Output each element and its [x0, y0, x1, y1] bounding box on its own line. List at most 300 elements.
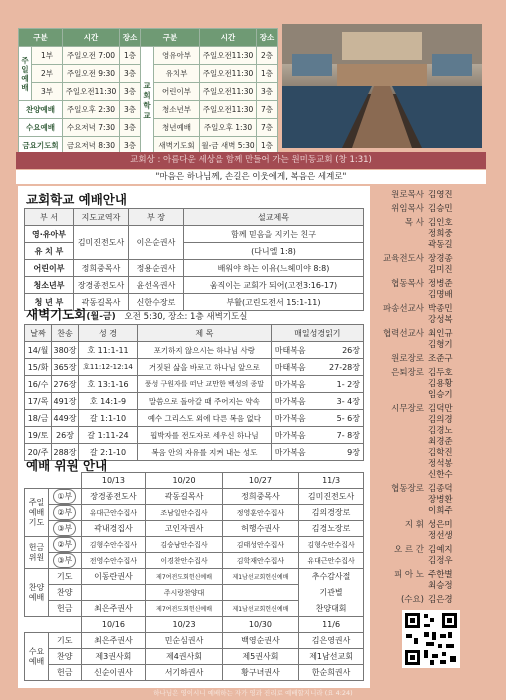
duty-cell: 김은영권사 [299, 633, 364, 649]
staff-role: 파송선교사 [382, 304, 424, 314]
reading-chapter: 9장 [317, 444, 363, 461]
role-label: 헌금 [49, 601, 81, 617]
staff-name: 성은미 [428, 520, 453, 530]
staff-name: 정선생 [428, 531, 453, 541]
reading-book: 마가복음 [271, 410, 317, 427]
th-place: 장소 [119, 29, 140, 47]
duty-cell: 민순심권사 [146, 633, 222, 649]
praise-label: 찬양예배 [25, 569, 49, 617]
row-time: 주일오전11:30 [200, 101, 257, 119]
staff-line [376, 484, 496, 495]
slogan-text: 교회상 : 아름다운 세상을 함께 만들어 가는 원미동교회 (창 1:31) [130, 155, 372, 165]
row-place: 3층 [119, 83, 140, 101]
hymn: 491장 [52, 393, 79, 410]
date-col: 10/30 [222, 617, 298, 633]
staff-line [376, 218, 496, 229]
date-col: 11/6 [299, 617, 364, 633]
head: 윤선옥권사 [129, 277, 184, 294]
staff-line [376, 581, 496, 592]
date-col: 10/20 [146, 473, 222, 489]
hymn: 288장 [52, 444, 79, 461]
staff-group [376, 368, 496, 401]
date: 16/수 [25, 376, 52, 393]
scripture: 갈 1:11-24 [79, 427, 138, 444]
minister: 김미진전도사 [74, 226, 129, 260]
th-scripture: 성 경 [79, 325, 138, 342]
staff-group [376, 190, 496, 201]
duty-cell: 김미진전도사 [299, 489, 364, 505]
hymn: 365장 [52, 359, 79, 376]
staff-line [376, 459, 496, 470]
duty-cell: 황구녀권사 [222, 665, 298, 681]
staff-group [376, 218, 496, 251]
role-label: 찬양 [49, 585, 81, 601]
corner-blank [25, 473, 82, 489]
row-label: 새벽기도회 [153, 137, 199, 155]
th-hymn: 찬송 [52, 325, 79, 342]
staff-name: 김종덕 [428, 484, 453, 494]
staff-line [376, 390, 496, 401]
staff-line [376, 570, 496, 581]
row-place: 1층 [257, 65, 278, 83]
staff-name: 강성복 [428, 315, 453, 325]
duty-cell [222, 585, 298, 601]
dept: 유 치 부 [25, 243, 74, 260]
offering-label: 헌금위원 [25, 537, 49, 569]
th-category-2: 구분 [140, 29, 199, 47]
hymn: 449장 [52, 410, 79, 427]
scripture: 갈 1:1-10 [79, 410, 138, 427]
staff-name: 김학진 [428, 448, 453, 458]
date-col: 10/16 [81, 617, 146, 633]
row-place: 7층 [257, 101, 278, 119]
row-place: 7층 [257, 119, 278, 137]
staff-line [376, 368, 496, 379]
duty-cell [81, 585, 146, 601]
staff-group [376, 404, 496, 481]
staff-name: 김덕만 [428, 404, 453, 414]
th-category: 구분 [19, 29, 63, 47]
date-col: 10/13 [81, 473, 146, 489]
duty-cell: 제7여전도회헌신예배 [146, 601, 222, 617]
minister: 곽동길목사 [74, 294, 129, 311]
th-subject: 제 목 [138, 325, 272, 342]
staff-name: 김정우 [428, 556, 453, 566]
staff-line [376, 506, 496, 517]
dept: 청 년 부 [25, 294, 74, 311]
footer-verse [0, 688, 506, 697]
staff-line [376, 520, 496, 531]
staff-line [376, 190, 496, 201]
th-dept: 부 서 [25, 209, 74, 226]
duty-cell: 이경찬안수집사 [146, 553, 222, 569]
staff-name: 이희주 [428, 506, 453, 516]
duty-cell: 곽내경집사 [81, 521, 146, 537]
staff-line [376, 448, 496, 459]
row-time: 수요저녁 7:30 [62, 119, 119, 137]
row-label: 금요기도회 [19, 137, 63, 155]
hymn: 26장 [52, 427, 79, 444]
scripture: 갈 2:1-10 [79, 444, 138, 461]
school-title: 교회학교 예배안내 [26, 192, 127, 207]
scripture: 호 11:1-11 [79, 342, 138, 359]
th-sermon: 설교제목 [184, 209, 364, 226]
staff-name: 김두호 [428, 368, 453, 378]
duty-cell: 제1남선교회헌신예배 [222, 569, 298, 585]
th-time-2: 시간 [200, 29, 257, 47]
sermon: (다니엘 1:8) [184, 243, 364, 260]
duty-cell: 제1남선교회 [299, 649, 364, 665]
row-time: 주일오후 2:30 [62, 101, 119, 119]
service-badge: ①부 [53, 489, 76, 504]
dawn-title-small: (월-금) [86, 312, 116, 322]
staff-name: 최승정 [428, 581, 453, 591]
sermon: 움직이는 교회가 되어(고전3:16-17) [184, 277, 364, 294]
duty-cell: 고인자권사 [146, 521, 222, 537]
staff-line [376, 329, 496, 340]
reading-book: 마가복음 [271, 376, 317, 393]
duty-cell: 곽동길목사 [146, 489, 222, 505]
row-place: 3층 [257, 83, 278, 101]
reading-chapter: 27-28장 [317, 359, 363, 376]
staff-role: 시무장로 [391, 404, 424, 414]
staff-name: 김형기 [428, 340, 453, 350]
duty-cell: 이동란권사 [81, 569, 146, 585]
role-label: 기도 [49, 633, 81, 649]
duty-cell: 추수감사절 [299, 569, 364, 585]
staff-line [376, 426, 496, 437]
duty-cell: 유대근안수집사 [299, 553, 364, 569]
duty-cell: 김형수안수집사 [81, 537, 146, 553]
staff-line [376, 265, 496, 276]
staff-role: 원로장로 [391, 354, 424, 364]
duty-cell: 기관별 [299, 585, 364, 601]
duty-cell: 유대근안수집사 [81, 505, 146, 521]
duty-cell: 정영훈안수집사 [222, 505, 298, 521]
role-label: 찬양 [49, 649, 81, 665]
date-col: 10/27 [222, 473, 298, 489]
staff-name: 장경종 [428, 254, 453, 264]
staff-role: 피 아 노 [393, 570, 424, 580]
date-col: 11/3 [299, 473, 364, 489]
duty-cell: 김의경장로 [299, 505, 364, 521]
th-reading: 매일성경읽기 [271, 325, 363, 342]
staff-role: 오 르 간 [393, 545, 424, 555]
row-label: 3부 [32, 83, 63, 101]
sunday-prayer-label: 주일예배기도 [25, 489, 49, 537]
row-label: 찬양예배 [19, 101, 63, 119]
date: 18/금 [25, 410, 52, 427]
staff-name: 최경준 [428, 437, 453, 447]
duty-cell: 장경종전도사 [81, 489, 146, 505]
wednesday-label: 수요예배 [25, 633, 49, 681]
staff-group [376, 570, 496, 592]
staff-name: 김인호 [428, 218, 453, 228]
row-time: 주일오전11:30 [62, 83, 119, 101]
staff-name: 임승기 [428, 390, 453, 400]
service-badge: ②부 [53, 537, 76, 552]
school-table [24, 208, 364, 311]
staff-name: 정희중 [428, 229, 453, 239]
sunday-worship-label: 주일예배 [19, 47, 32, 101]
staff-line [376, 531, 496, 542]
hymn: 276장 [52, 376, 79, 393]
corner-blank-2 [25, 617, 82, 633]
staff-line [376, 229, 496, 240]
row-place: 3층 [119, 65, 140, 83]
staff-line [376, 437, 496, 448]
qr-code [402, 610, 460, 668]
reading-book: 마태복음 [271, 342, 317, 359]
staff-role: 협동목사 [391, 279, 424, 289]
minister: 장경종전도사 [74, 277, 129, 294]
duty-cell: 정희중목사 [222, 489, 298, 505]
row-time: 주일오전11:30 [200, 65, 257, 83]
staff-name: 김예지 [428, 545, 453, 555]
staff-line [376, 495, 496, 506]
duty-cell: 최은주권사 [81, 633, 146, 649]
staff-name: 최인규 [428, 329, 453, 339]
duty-title: 예배 위원 안내 [26, 458, 108, 473]
staff-name: 김영진 [428, 190, 453, 200]
staff-name: 김명배 [428, 290, 453, 300]
row-label: 영유아부 [153, 47, 199, 65]
subject: 예수 그리스도 외에 다른 복음 없다 [138, 410, 272, 427]
staff-line [376, 240, 496, 251]
staff-group [376, 484, 496, 517]
staff-line [376, 254, 496, 265]
duty-cell: 제5권사회 [222, 649, 298, 665]
service-badge: ③부 [53, 553, 76, 568]
staff-line [376, 279, 496, 290]
staff-name: 정석봉 [428, 459, 453, 469]
staff-name: 김은경 [428, 595, 453, 605]
staff-name: 정병준 [428, 279, 453, 289]
row-place: 3층 [119, 137, 140, 155]
staff-group [376, 329, 496, 351]
staff-name: 곽동길 [428, 240, 453, 250]
duty-cell: 제7여전도회헌신예배 [146, 569, 222, 585]
date: 15/화 [25, 359, 52, 376]
th-minister: 지도교역자 [74, 209, 129, 226]
staff-line [376, 290, 496, 301]
subject: 풍성 구원자를 떠난 교만한 백성의 종말 [138, 376, 272, 393]
staff-line [376, 470, 496, 481]
staff-line [376, 379, 496, 390]
staff-line [376, 595, 496, 606]
staff-line [376, 545, 496, 556]
subject: 포기하지 않으시는 하나님 사랑 [138, 342, 272, 359]
reading-chapter: 7- 8장 [317, 427, 363, 444]
duty-cell: 한순희권사 [299, 665, 364, 681]
sermon: 배워야 하는 이유(느헤미야 8:8) [184, 260, 364, 277]
scripture: 호 13:1-16 [79, 376, 138, 393]
row-time: 주일오전11:30 [200, 83, 257, 101]
th-date: 날짜 [25, 325, 52, 342]
staff-group [376, 204, 496, 215]
staff-line [376, 556, 496, 567]
staff-line [376, 415, 496, 426]
motto-line [16, 170, 486, 184]
motto-text: "마음은 하나님께, 손길은 이웃에게, 복음은 세계로" [155, 172, 347, 182]
row-time: 주일오전 7:00 [62, 47, 119, 65]
staff-role: 은퇴장로 [391, 368, 424, 378]
duty-cell: 김형수안수집사 [299, 537, 364, 553]
row-place: 1층 [257, 137, 278, 155]
row-label: 유치부 [153, 65, 199, 83]
duty-cell: 김학재안수집사 [222, 553, 298, 569]
staff-group [376, 279, 496, 301]
staff-role: 지 휘 [404, 520, 424, 530]
staff-role: (수요) [400, 595, 424, 605]
staff-role: 위임목사 [391, 204, 424, 214]
sanctuary-photo [282, 24, 482, 148]
duty-cell: 조남일안수집사 [146, 505, 222, 521]
staff-role: 교육전도사 [382, 254, 424, 264]
duty-cell: 전영수안수집사 [81, 553, 146, 569]
duty-cell: 신순이권사 [81, 665, 146, 681]
row-label: 2부 [32, 65, 63, 83]
staff-line [376, 315, 496, 326]
staff-name: 신한수 [428, 470, 453, 480]
staff-name: 주한별 [428, 570, 453, 580]
row-time: 금요저녁 8:30 [62, 137, 119, 155]
row-time: 주일오전11:30 [200, 47, 257, 65]
row-label: 1부 [32, 47, 63, 65]
dept: 영·유아부 [25, 226, 74, 243]
row-label: 청소년부 [153, 101, 199, 119]
staff-name: 김승민 [428, 204, 453, 214]
staff-group [376, 520, 496, 542]
staff-group [376, 354, 496, 365]
dawn-title: 새벽기도회 [26, 307, 87, 322]
subject: 복음 안의 자유를 지켜 내는 성도 [138, 444, 272, 461]
th-place-2: 장소 [257, 29, 278, 47]
duty-cell: 제1남선교회헌신예배 [222, 601, 298, 617]
head: 이은순권사 [129, 226, 184, 260]
staff-line [376, 404, 496, 415]
scripture: 호11:12-12:14 [79, 359, 138, 376]
th-time: 시간 [62, 29, 119, 47]
staff-name: 장병환 [428, 495, 453, 505]
head: 신한수장로 [129, 294, 184, 311]
scripture: 호 14:1-9 [79, 393, 138, 410]
sermon: 함께 믿음을 지키는 친구 [184, 226, 364, 243]
staff-group [376, 304, 496, 326]
reading-book: 마가복음 [271, 427, 317, 444]
hymn: 380장 [52, 342, 79, 359]
duty-cell: 주시랑찬양대 [146, 585, 222, 601]
staff-list [376, 190, 496, 610]
row-place: 1층 [119, 47, 140, 65]
duty-cell: 김태성안수집사 [222, 537, 298, 553]
staff-group [376, 254, 496, 276]
role-label: 기도 [49, 569, 81, 585]
head: 정용순권사 [129, 260, 184, 277]
sanctuary-illustration [282, 24, 482, 148]
staff-line [376, 304, 496, 315]
row-label: 청년예배 [153, 119, 199, 137]
staff-role: 목 사 [404, 218, 424, 228]
subject: 말씀으로 돌아갈 때 주어지는 약속 [138, 393, 272, 410]
staff-role: 원로목사 [391, 190, 424, 200]
date: 14/월 [25, 342, 52, 359]
row-time: 주일오후 1:30 [200, 119, 257, 137]
duty-cell: 서기하권사 [146, 665, 222, 681]
footer-text: 하나님은 영이시니 예배하는 자가 영과 진리로 예배할지니라 (요 4:24) [153, 689, 353, 697]
row-time: 주일오전 9:30 [62, 65, 119, 83]
staff-group [376, 595, 496, 606]
th-head: 부 장 [129, 209, 184, 226]
subject: 거짓된 삶을 바로고 하나님 앞으로 [138, 359, 272, 376]
sermon: 부활(고린도전서 15:1-11) [184, 294, 364, 311]
service-badge: ②부 [53, 505, 76, 520]
staff-role: 협동장로 [391, 484, 424, 494]
staff-line [376, 204, 496, 215]
staff-role: 협력선교사 [382, 329, 424, 339]
row-place: 3층 [119, 119, 140, 137]
staff-name: 김경노 [428, 426, 453, 436]
staff-name: 박종민 [428, 304, 453, 314]
staff-name: 조준구 [428, 354, 453, 364]
duty-cell: 허행수권사 [222, 521, 298, 537]
duty-cell: 찬양대회 [299, 601, 364, 617]
duty-cell: 제3권사회 [81, 649, 146, 665]
date: 19/토 [25, 427, 52, 444]
duty-cell: 제4권사회 [146, 649, 222, 665]
row-time: 월-금 새벽 5:30 [200, 137, 257, 155]
reading-book: 마가복음 [271, 444, 317, 461]
school-label: 교회학교 [140, 47, 153, 155]
date: 17/목 [25, 393, 52, 410]
qr-code-icon [402, 610, 460, 668]
row-place: 2층 [257, 47, 278, 65]
dawn-info: 오전 5:30, 장소: 1층 새벽기도실 [124, 312, 248, 322]
minister: 정희중목사 [74, 260, 129, 277]
reading-chapter: 26장 [317, 342, 363, 359]
row-place: 3층 [119, 101, 140, 119]
duty-table [24, 472, 364, 681]
staff-name: 김미진 [428, 265, 453, 275]
dept: 어린이부 [25, 260, 74, 277]
dawn-heading [26, 305, 247, 323]
date-col: 10/23 [146, 617, 222, 633]
row-label: 수요예배 [19, 119, 63, 137]
staff-line [376, 354, 496, 365]
slogan-banner [16, 152, 486, 169]
reading-chapter: 3- 4장 [317, 393, 363, 410]
reading-book: 마태복음 [271, 359, 317, 376]
duty-cell: 최은주권사 [81, 601, 146, 617]
reading-chapter: 5- 6장 [317, 410, 363, 427]
staff-name: 김의경 [428, 415, 453, 425]
dawn-table [24, 324, 364, 461]
worship-timetable [18, 28, 278, 155]
subject: 핍박자를 전도자로 세우신 하나님 [138, 427, 272, 444]
service-badge: ③부 [53, 521, 76, 536]
duty-cell: 백영순권사 [222, 633, 298, 649]
staff-name: 김용황 [428, 379, 453, 389]
staff-line [376, 340, 496, 351]
reading-chapter: 1- 2장 [317, 376, 363, 393]
role-label: 헌금 [49, 665, 81, 681]
duty-cell: 김승남안수집사 [146, 537, 222, 553]
dept: 청소년부 [25, 277, 74, 294]
row-label: 어린이부 [153, 83, 199, 101]
duty-cell: 김경노장로 [299, 521, 364, 537]
staff-group [376, 545, 496, 567]
date: 20/주 [25, 444, 52, 461]
